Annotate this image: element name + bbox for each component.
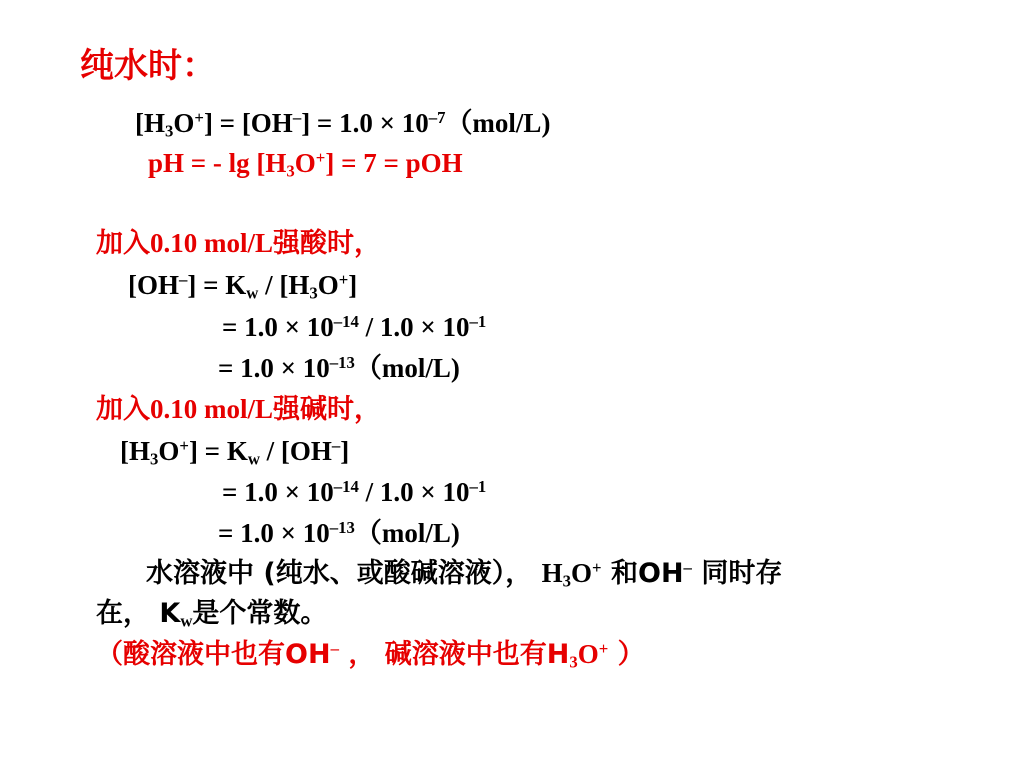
pure-water-ph: pH = - $\lg [H_3O^+] = 7$ = pOH [148,147,463,181]
base-heading: 加入0.10 mol/L强碱时， [96,394,382,425]
acid-heading: 加入0.10 mol/L强酸时， [96,228,382,259]
conclusion-line-1: 水溶液中 (纯水、或酸碱溶液）， $H_3O^+$ 和OH– 同时存 [146,557,783,591]
conclusion-line-2: 在， $K_w$是个常数。 [96,598,328,631]
acid-equation-3: = $1.0 \times 10^{-13}(mol/L)$ [218,352,460,383]
base-equation-1: $[H_3O^+] = K_w / [OH^-]$ [120,435,350,469]
base-equation-3: = $1.0 \times 10^{-13}(mol/L)$ [218,517,460,548]
slide-title: 纯水时： [80,46,216,86]
conclusion-note: （酸溶液中也有OH– ， 碱溶液中也有$H_3O^+$ ） [96,638,645,672]
acid-equation-1: $[OH^-] = K_w / [H_3O^+]$ [128,269,358,303]
acid-equation-2: = $1.0 \times 10^{-14} / 1.0 \times 10^{-1}$ [222,311,487,342]
base-equation-2: = $1.0 \times 10^{-14} / 1.0 \times 10^{-1}$ [222,476,487,507]
pure-water-equilibrium: $[H_3O^+] = [OH^-] = 1.0 \times 10^{-7}(mol/L)$ [135,107,551,141]
